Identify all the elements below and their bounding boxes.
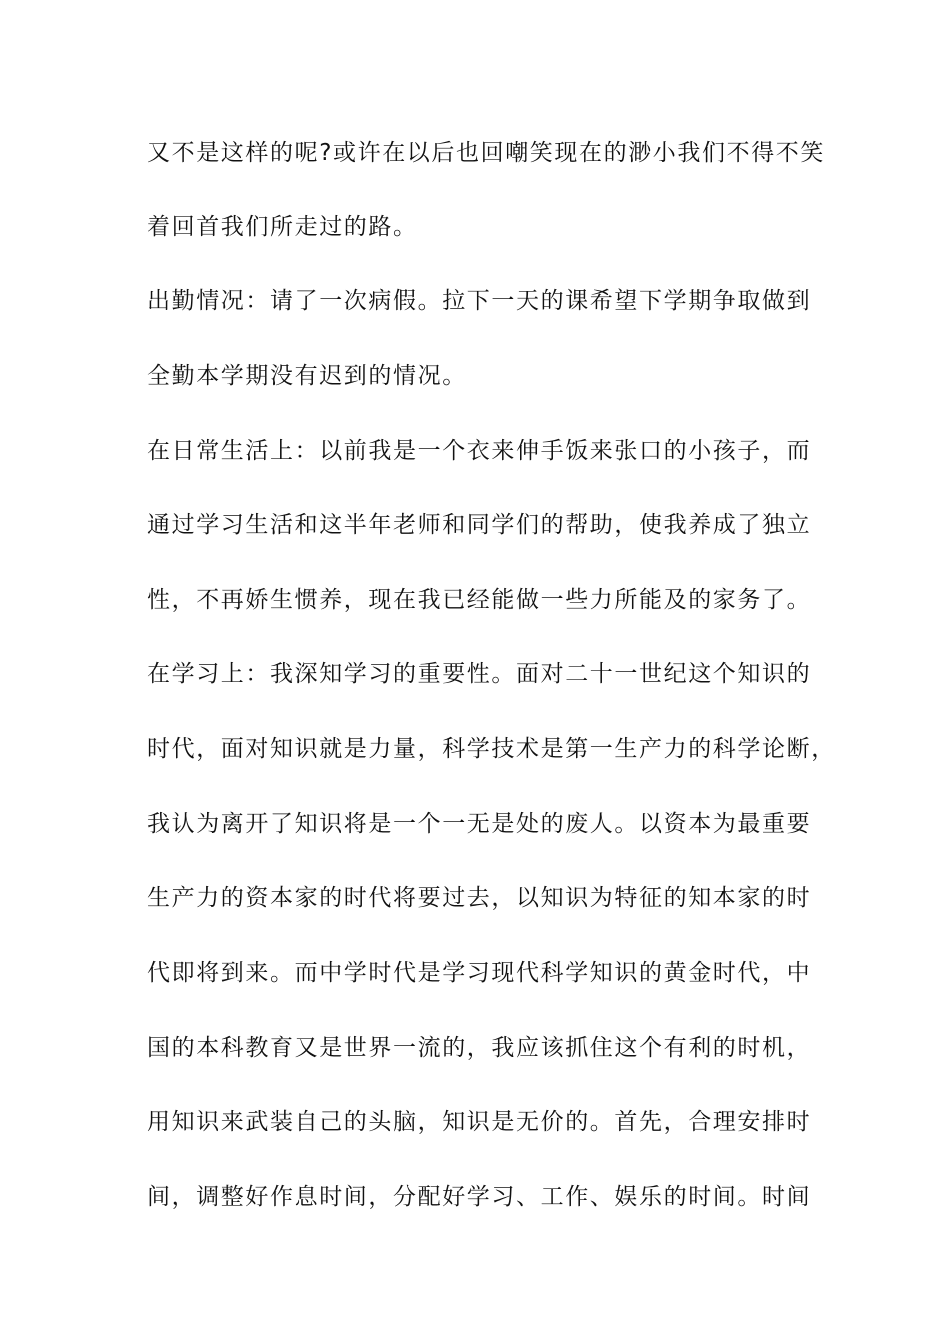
text-line: 在学习上：我深知学习的重要性。面对二十一世纪这个知识的 [147, 661, 812, 687]
text-line: 在日常生活上：以前我是一个衣来伸手饭来张口的小孩子，而 [147, 438, 812, 464]
text-line: 间，调整好作息时间，分配好学习、工作、娱乐的时间。时间 [147, 1184, 812, 1210]
text-line: 性，不再娇生惯养，现在我已经能做一些力所能及的家务了。 [147, 587, 812, 613]
text-line: 着回首我们所走过的路。 [147, 214, 418, 240]
text-line: 国的本科教育又是世界一流的，我应该抓住这个有利的时机， [147, 1035, 812, 1061]
text-line: 出勤情况：请了一次病假。拉下一天的课希望下学期争取做到 [147, 288, 812, 314]
text-line: 又不是这样的呢?或许在以后也回嘲笑现在的渺小我们不得不笑 [147, 140, 826, 166]
text-line: 生产力的资本家的时代将要过去，以知识为特征的知本家的时 [147, 885, 812, 911]
text-line: 全勤本学期没有迟到的情况。 [147, 363, 467, 389]
text-line: 通过学习生活和这半年老师和同学们的帮助，使我养成了独立 [147, 512, 812, 538]
text-line: 用知识来武装自己的头脑，知识是无价的。首先，合理安排时 [147, 1109, 812, 1135]
text-line: 时代，面对知识就是力量，科学技术是第一生产力的科学论断， [147, 736, 836, 762]
text-line: 代即将到来。而中学时代是学习现代科学知识的黄金时代，中 [147, 960, 812, 986]
text-line: 我认为离开了知识将是一个一无是处的废人。以资本为最重要 [147, 811, 812, 837]
